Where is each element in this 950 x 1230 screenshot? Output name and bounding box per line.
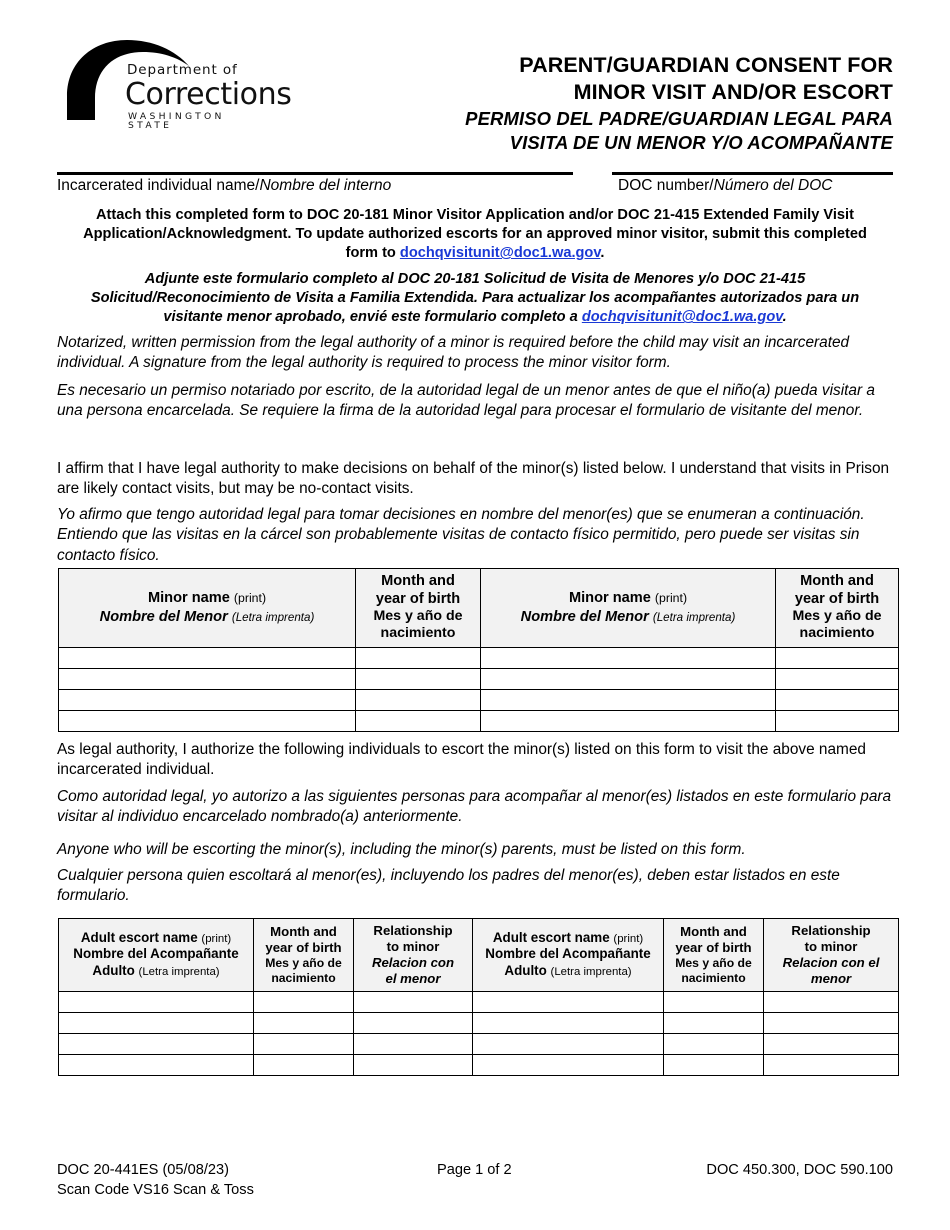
- minor-dob-cell[interactable]: [776, 669, 899, 690]
- table-row[interactable]: [59, 992, 899, 1013]
- escorts-header-print-1: (print): [201, 932, 232, 945]
- doc-number-label-en: DOC number/: [618, 177, 714, 194]
- escorts-header-name-es-1: Nombre del Acompañante: [73, 946, 239, 962]
- footer-policy-refs: DOC 450.300, DOC 590.100: [706, 1162, 893, 1178]
- minors-header-dob-es-l1-2: Mes y año de: [792, 608, 882, 624]
- page-footer: [57, 1161, 893, 1198]
- escorts-header-dob-1: [254, 919, 354, 992]
- escorts-header-rel-en-l2-1: to minor: [386, 938, 440, 954]
- escort-name-cell[interactable]: [473, 1055, 664, 1076]
- escorts-header-rel-es-l2-2: menor: [810, 970, 852, 986]
- escorts-header-dob-en-l2-1: year of birth: [265, 940, 342, 956]
- escort-name-cell[interactable]: [59, 992, 254, 1013]
- escort-dob-cell[interactable]: [254, 1034, 354, 1055]
- escorts-header-rel-es-l1-1: Relacion con: [371, 954, 455, 970]
- minors-header-print-2: (print): [654, 591, 688, 606]
- minors-header-imprenta-2: (Letra imprenta): [652, 610, 736, 624]
- doc-number-label: [618, 177, 833, 195]
- escort-relationship-cell[interactable]: [764, 1055, 899, 1076]
- escort-dob-cell[interactable]: [664, 992, 764, 1013]
- identity-fields-row: [57, 172, 893, 204]
- escorts-header-imprenta-1: (Letra imprenta): [138, 965, 220, 978]
- incarcerated-name-label-en: Incarcerated individual name/: [57, 177, 260, 194]
- visit-unit-email-link-es[interactable]: dochqvisitunit@doc1.wa.gov: [581, 309, 783, 326]
- minors-header-dob-es-l2-1: nacimiento: [380, 625, 456, 642]
- minor-dob-cell[interactable]: [356, 648, 481, 669]
- minors-header-dob-en-l1-1: Month and: [381, 573, 455, 589]
- table-row[interactable]: [59, 1013, 899, 1034]
- escort-relationship-cell[interactable]: [354, 992, 473, 1013]
- doc-logo-text: [125, 62, 292, 132]
- escorts-header-adulto-1: Adulto: [92, 962, 135, 978]
- logo-state-line: WASHINGTON STATE: [128, 111, 225, 132]
- escorts-header-relationship-2: [764, 919, 899, 992]
- escort-name-cell[interactable]: [473, 992, 664, 1013]
- incarcerated-name-label: [57, 177, 391, 195]
- minor-dob-cell[interactable]: [356, 669, 481, 690]
- minor-dob-cell[interactable]: [356, 711, 481, 732]
- escorts-header-dob-en-l1-2: Month and: [680, 924, 747, 940]
- escorts-header-dob-es-l1-2: Mes y año de: [675, 955, 752, 970]
- page-title: [333, 52, 893, 154]
- minor-name-cell[interactable]: [481, 648, 776, 669]
- minors-header-print-1: (print): [233, 591, 267, 606]
- escorts-header-name-en-1: Adult escort name: [80, 929, 198, 945]
- anyone-escorting-es: Cualquier persona quien escoltará al menor(es), incluyendo los padres del menor(es), deben estar listados en este formulario.: [57, 867, 840, 905]
- minor-dob-cell[interactable]: [356, 690, 481, 711]
- title-en-line2: MINOR VISIT AND/OR ESCORT: [573, 80, 893, 105]
- footer-scan-code: Scan Code VS16 Scan & Toss: [57, 1182, 254, 1198]
- minors-header-name-1: [59, 569, 356, 648]
- minors-table: [58, 568, 899, 732]
- attach-instruction-en: [57, 206, 893, 263]
- escort-relationship-cell[interactable]: [764, 992, 899, 1013]
- title-es-line1: PERMISO DEL PADRE/GUARDIAN LEGAL PARA: [465, 108, 893, 130]
- affirmation-paragraph-es: Yo afirmo que tengo autoridad legal para tomar decisiones en nombre del menor(es) que se enumeran a continuación. Entiendo que las visitas en la cárcel son probablemente visitas de contacto físico permitido, pero puede ser visitas sin contacto físico.: [57, 506, 865, 564]
- table-row[interactable]: [59, 690, 899, 711]
- escorts-header-name-1: [59, 919, 254, 992]
- incarcerated-name-rule: [57, 172, 573, 175]
- minors-header-dob-en-l2-2: year of birth: [794, 590, 880, 607]
- doc-number-rule: [612, 172, 893, 175]
- notarized-paragraph-en: Notarized, written permission from the legal authority of a minor is required before the child may visit an incarcerated individual. A signature from the legal authority is required to process the minor visitor form.: [57, 334, 850, 372]
- escorts-header-rel-en-l2-2: to minor: [804, 938, 858, 954]
- escorts-header-name-es-2: Nombre del Acompañante: [485, 946, 651, 962]
- escorts-header-adulto-2: Adulto: [504, 962, 547, 978]
- table-row[interactable]: [59, 1034, 899, 1055]
- escorts-header-dob-en-l1-1: Month and: [270, 924, 337, 940]
- escorts-header-name-2: [473, 919, 664, 992]
- attach-instruction-es-text: Adjunte este formulario completo al DOC 20-181 Solicitud de Visita de Menores y/o DOC 21-415 Solicitud/Reconocimiento de Visita a Familia Extendida. Para actualizar los acompañantes autorizados para un visitante menor aprobado, envié este formulario completo a: [90, 271, 860, 326]
- escorts-header-dob-es-l2-1: nacimiento: [271, 970, 336, 985]
- escort-authorization-en: As legal authority, I authorize the following individuals to escort the minor(s) listed on this form to visit the above named incarcerated individual.: [57, 741, 866, 779]
- minors-table-header-row: [59, 569, 899, 648]
- minors-header-dob-en-l1-2: Month and: [800, 573, 874, 589]
- minors-header-dob-en-l2-1: year of birth: [375, 590, 461, 607]
- table-row[interactable]: [59, 669, 899, 690]
- footer-page-number: Page 1 of 2: [437, 1162, 512, 1178]
- minors-header-name-es-1: Nombre del Menor: [99, 608, 228, 625]
- escorts-header-rel-es-l1-2: Relacion con el: [782, 954, 880, 970]
- minors-header-imprenta-1: (Letra imprenta): [231, 610, 315, 624]
- escort-name-cell[interactable]: [473, 1013, 664, 1034]
- minor-name-cell[interactable]: [481, 669, 776, 690]
- visit-unit-email-link-en[interactable]: dochqvisitunit@doc1.wa.gov: [399, 245, 601, 262]
- escorts-header-dob-es-l1-1: Mes y año de: [265, 955, 342, 970]
- escorts-header-imprenta-2: (Letra imprenta): [550, 965, 632, 978]
- title-es-line2: VISITA DE UN MENOR Y/O ACOMPAÑANTE: [509, 132, 893, 154]
- attach-instruction-es-period: .: [782, 309, 787, 326]
- table-row[interactable]: [59, 711, 899, 732]
- escort-dob-cell[interactable]: [664, 1055, 764, 1076]
- page-header: [57, 32, 893, 167]
- escorts-header-print-2: (print): [613, 932, 644, 945]
- minors-header-name-en-2: Minor name: [568, 590, 651, 607]
- minors-header-dob-es-l1-1: Mes y año de: [373, 608, 463, 624]
- anyone-escorting-en: Anyone who will be escorting the minor(s), including the minor(s) parents, must be listed on this form.: [57, 841, 746, 858]
- escorts-header-rel-en-l1-1: Relationship: [373, 923, 453, 938]
- minor-name-cell[interactable]: [481, 690, 776, 711]
- minor-name-cell[interactable]: [59, 711, 356, 732]
- escorts-header-dob-2: [664, 919, 764, 992]
- doc-number-label-es: Número del DOC: [713, 177, 833, 194]
- table-row[interactable]: [59, 1055, 899, 1076]
- minor-dob-cell[interactable]: [776, 690, 899, 711]
- escorts-header-name-en-2: Adult escort name: [492, 929, 610, 945]
- escort-relationship-cell[interactable]: [354, 1034, 473, 1055]
- escort-name-cell[interactable]: [59, 1055, 254, 1076]
- footer-top-row: [57, 1161, 893, 1181]
- escort-dob-cell[interactable]: [664, 1034, 764, 1055]
- escort-dob-cell[interactable]: [254, 1013, 354, 1034]
- affirmation-paragraph-en: I affirm that I have legal authority to make decisions on behalf of the minor(s) listed below. I understand that visits in Prison are likely contact visits, but may be no-contact visits.: [57, 460, 890, 498]
- logo-corrections-line: Corrections: [125, 76, 292, 112]
- minor-name-cell[interactable]: [59, 669, 356, 690]
- minor-dob-cell[interactable]: [776, 711, 899, 732]
- minors-header-name-es-2: Nombre del Menor: [520, 608, 649, 625]
- escort-name-cell[interactable]: [59, 1034, 254, 1055]
- logo-department-line: Department of: [127, 62, 238, 78]
- minor-dob-cell[interactable]: [776, 648, 899, 669]
- notarized-paragraph-es: Es necesario un permiso notariado por escrito, de la autoridad legal de un menor antes de que el niño(a) pueda visitar a una persona encarcelada. Se requiere la firma de la autoridad legal para procesar el formulario de visitante del menor.: [57, 382, 875, 420]
- incarcerated-name-label-es: Nombre del interno: [259, 177, 392, 194]
- title-en-line1: PARENT/GUARDIAN CONSENT FOR: [519, 53, 893, 77]
- escorts-table-header-row: [59, 919, 899, 992]
- attach-instruction-es: [57, 270, 893, 327]
- minors-header-dob-1: [356, 569, 481, 648]
- attach-instruction-en-text: Attach this completed form to DOC 20-181 Minor Visitor Application and/or DOC 21-415 Extended Family Visit Application/Acknowledgment. To update authorized escorts for an approved minor visitor, submit this completed form to: [83, 207, 867, 262]
- escorts-table: [58, 918, 899, 1076]
- doc-logo: [65, 36, 292, 132]
- escort-name-cell[interactable]: [473, 1034, 664, 1055]
- minors-header-dob-es-l2-2: nacimiento: [799, 625, 875, 642]
- escort-relationship-cell[interactable]: [354, 1013, 473, 1034]
- minor-name-cell[interactable]: [59, 690, 356, 711]
- table-row[interactable]: [59, 648, 899, 669]
- escort-relationship-cell[interactable]: [354, 1055, 473, 1076]
- escorts-header-relationship-1: [354, 919, 473, 992]
- escort-dob-cell[interactable]: [664, 1013, 764, 1034]
- minors-header-dob-2: [776, 569, 899, 648]
- footer-form-id: DOC 20-441ES (05/08/23): [57, 1162, 229, 1178]
- minors-header-name-en-1: Minor name: [147, 590, 230, 607]
- minors-header-name-2: [481, 569, 776, 648]
- minor-name-cell[interactable]: [481, 711, 776, 732]
- escorts-header-rel-en-l1-2: Relationship: [791, 923, 871, 938]
- escort-dob-cell[interactable]: [254, 1055, 354, 1076]
- escorts-header-dob-en-l2-2: year of birth: [675, 940, 752, 956]
- escort-dob-cell[interactable]: [254, 992, 354, 1013]
- escorts-header-dob-es-l2-2: nacimiento: [681, 970, 746, 985]
- escort-name-cell[interactable]: [59, 1013, 254, 1034]
- escort-relationship-cell[interactable]: [764, 1013, 899, 1034]
- escort-relationship-cell[interactable]: [764, 1034, 899, 1055]
- escorts-header-rel-es-l2-1: el menor: [385, 970, 441, 986]
- attach-instruction-en-period: .: [600, 245, 605, 262]
- minor-name-cell[interactable]: [59, 648, 356, 669]
- escort-authorization-es: Como autoridad legal, yo autorizo a las siguientes personas para acompañar al menor(es) listados en este formulario para visitar al individuo encarcelado nombrado(a) anteriormente.: [57, 788, 892, 826]
